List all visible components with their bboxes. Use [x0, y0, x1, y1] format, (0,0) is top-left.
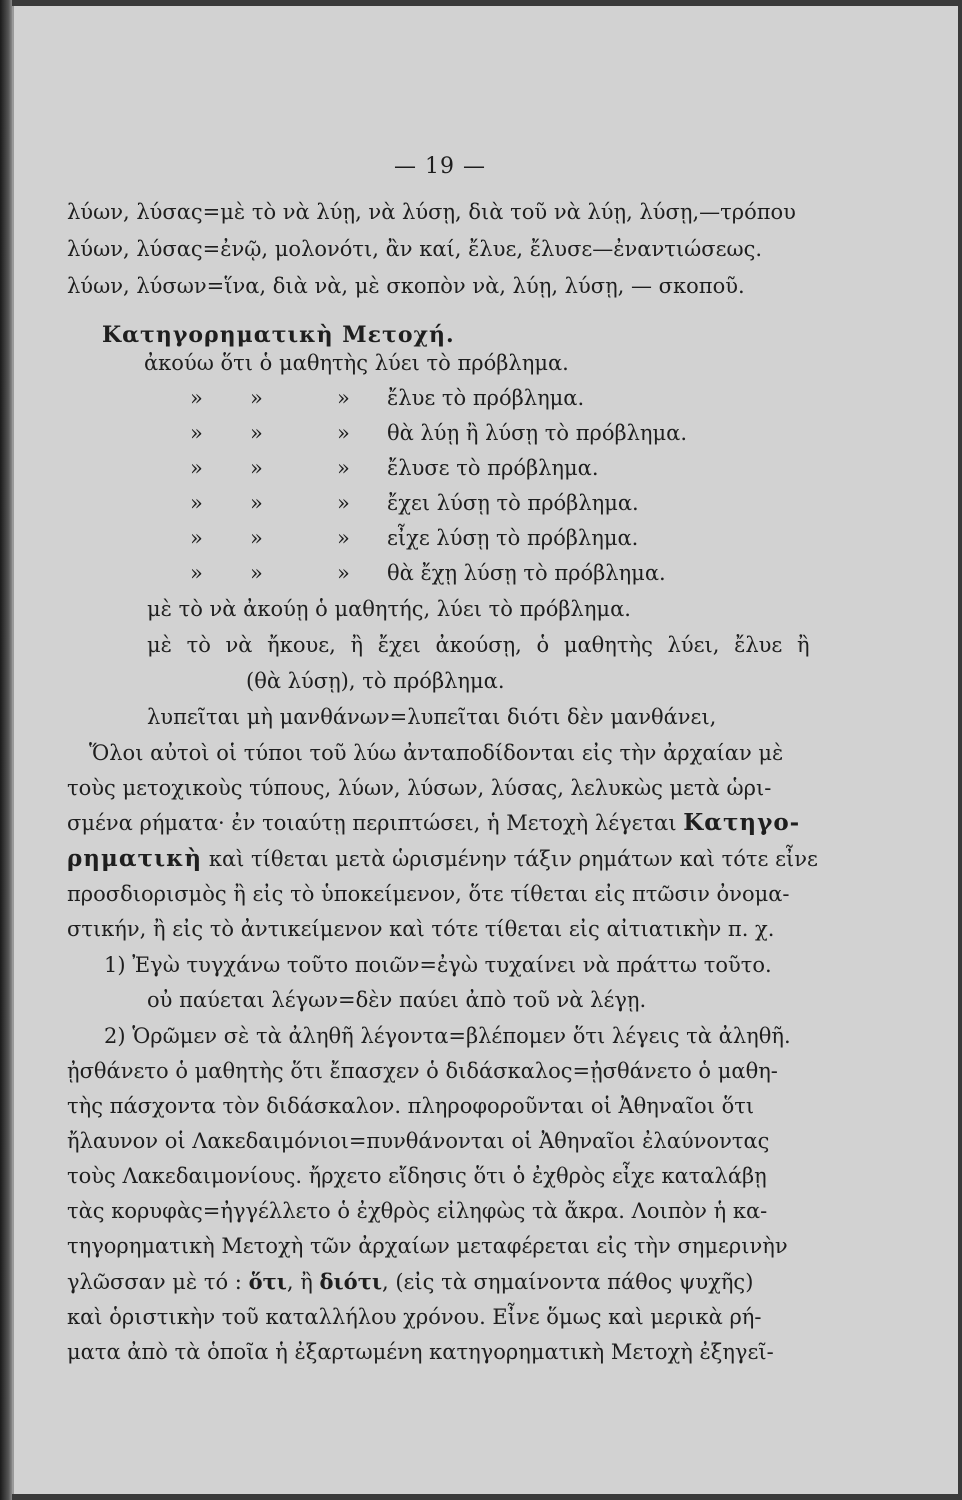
ditto-mark: »	[250, 561, 263, 585]
paragraph-line	[67, 808, 800, 838]
paragraph-text: καὶ τίθεται μετὰ ὡρισμένην τάξιν ρημάτων καὶ τότε εἶνε	[208, 847, 818, 871]
paragraph-text: , ἢ	[286, 1270, 313, 1294]
term-bold: ὅτι	[248, 1269, 287, 1294]
paragraph-line: τηγορηματικὴ Μετοχὴ τῶν ἀρχαίων μεταφέρεται εἰς τὴν σημερινὴν	[67, 1234, 788, 1258]
ditto-mark: »	[190, 561, 203, 585]
paragraph-line: τοὺς μετοχικοὺς τύπους, λύων, λύσων, λύσας, λελυκὼς μετὰ ὡρι-	[67, 776, 772, 800]
text-line: λύων, λύσας=ἐνῷ, μολονότι, ἂν καί, ἔλυε, ἔλυσε—ἐναντιώσεως.	[67, 237, 763, 261]
ditto-mark: »	[190, 526, 203, 550]
book-page	[12, 6, 958, 1494]
paragraph-line: ματα ἀπὸ τὰ ὁποῖα ἡ ἐξαρτωμένη κατηγορηματικὴ Μετοχὴ ἐξηγεῖ-	[67, 1340, 774, 1364]
paragraph-line: ᾐσθάνετο ὁ μαθητὴς ὅτι ἔπασχεν ὁ διδάσκαλος=ᾐσθάνετο ὁ μαθη-	[67, 1059, 778, 1083]
ditto-mark: »	[250, 421, 263, 445]
term-bold: Κατηγο-	[683, 809, 801, 836]
term-bold: διότι	[319, 1269, 382, 1294]
paragraph-text: γλῶσσαν μὲ τό :	[67, 1270, 242, 1294]
ditto-mark: »	[250, 386, 263, 410]
paragraph-line: τὴς πάσχοντα τὸν διδάσκαλον. πληροφοροῦνται οἱ Ἀθηναῖοι ὅτι	[67, 1094, 755, 1118]
paragraph-text: , (εἰς τὰ σημαίνοντα πάθος ψυχῆς)	[381, 1270, 754, 1294]
text-line: λύων, λύσας=μὲ τὸ νὰ λύῃ, νὰ λύσῃ, διὰ τοῦ νὰ λύῃ, λύσῃ,—τρόπου	[67, 200, 796, 224]
explain-line: λυπεῖται μὴ μανθάνων=λυπεῖται διότι δὲν μανθάνει,	[147, 705, 717, 729]
text-line: λύων, λύσων=ἵνα, διὰ νὰ, μὲ σκοπὸν νὰ, λύῃ, λύσῃ, — σκοποῦ.	[67, 274, 745, 298]
example-line: 1) Ἐγὼ τυγχάνω τοῦτο ποιῶν=ἐγὼ τυχαίνει νὰ πράττω τοῦτο.	[104, 953, 772, 977]
paragraph-line: Ὅλοι αὐτοὶ οἱ τύποι τοῦ λύω ἀνταποδίδονται εἰς τὴν ἀρχαίαν μὲ	[89, 741, 784, 765]
ditto-mark: »	[190, 456, 203, 480]
paragraph-line: καὶ ὁριστικὴν τοῦ καταλλήλου χρόνου. Εἶνε ὅμως καὶ μερικὰ ρή-	[67, 1305, 762, 1329]
ditto-mark: »	[250, 526, 263, 550]
paragraph-line: ἤλαυνον οἱ Λακεδαιμόνιοι=πυνθάνονται οἱ Ἀθηναῖοι ἐλαύνοντας	[67, 1129, 770, 1153]
paragraph-line: προσδιορισμὸς ἢ εἰς τὸ ὑποκείμενον, ὅτε τίθεται εἰς πτῶσιν ὀνομα-	[67, 882, 790, 906]
ditto-mark: »	[337, 421, 350, 445]
example-line: ἔλυε τὸ πρόβλημα.	[387, 386, 585, 410]
page-number: — 19 —	[394, 154, 486, 179]
ditto-mark: »	[190, 421, 203, 445]
example-line: θὰ ἔχῃ λύσῃ τὸ πρόβλημα.	[387, 561, 666, 585]
example-line: ἔχει λύσῃ τὸ πρόβλημα.	[387, 491, 639, 515]
example-line: εἶχε λύσῃ τὸ πρόβλημα.	[387, 526, 639, 550]
section-heading: Κατηγορηματικὴ Μετοχή.	[102, 322, 455, 348]
explain-line: (θὰ λύσῃ), τὸ πρόβλημα.	[246, 669, 505, 693]
paragraph-line	[67, 1267, 753, 1297]
example-line: θὰ λύῃ ἢ λύσῃ τὸ πρόβλημα.	[387, 421, 688, 445]
example-line: οὐ παύεται λέγων=δὲν παύει ἀπὸ τοῦ νὰ λέγῃ.	[147, 988, 647, 1012]
ditto-mark: »	[337, 526, 350, 550]
example-line: ἔλυσε τὸ πρόβλημα.	[387, 456, 599, 480]
paragraph-line: στικήν, ἢ εἰς τὸ ἀντικείμενον καὶ τότε τίθεται εἰς αἰτιατικὴν π. χ.	[67, 917, 775, 941]
ditto-mark: »	[337, 456, 350, 480]
ditto-mark: »	[250, 456, 263, 480]
ditto-mark: »	[190, 491, 203, 515]
paragraph-line: 2) Ὁρῶμεν σὲ τὰ ἀληθῆ λέγοντα=βλέπομεν ὅτι λέγεις τὰ ἀληθῆ.	[104, 1024, 791, 1048]
paragraph-line: τὰς κορυφὰς=ἠγγέλλετο ὁ ἐχθρὸς εἰληφὼς τὰ ἄκρα. Λοιπὸν ἡ κα-	[67, 1199, 768, 1223]
ditto-mark: »	[190, 386, 203, 410]
ditto-mark: »	[337, 491, 350, 515]
book-spine-shadow	[0, 0, 12, 1500]
explain-line: μὲ τὸ νὰ ἤκουε, ἢ ἔχει ἀκούσῃ, ὁ μαθητὴς λύει, ἔλυε ἢ	[147, 633, 810, 657]
ditto-mark: »	[250, 491, 263, 515]
paragraph-line: τοὺς Λακεδαιμονίους. ἤρχετο εἴδησις ὅτι ὁ ἐχθρὸς εἶχε καταλάβῃ	[67, 1164, 767, 1188]
term-bold: ρηματικὴ	[67, 845, 203, 872]
example-line: ἀκούω ὅτι ὁ μαθητὴς λύει τὸ πρόβλημα.	[144, 351, 569, 375]
paragraph-text: σμένα ρήματα· ἐν τοιαύτῃ περιπτώσει, ἡ Μετοχὴ λέγεται	[67, 811, 677, 835]
ditto-mark: »	[337, 386, 350, 410]
paragraph-line	[67, 844, 818, 874]
ditto-mark: »	[337, 561, 350, 585]
explain-line: μὲ τὸ νὰ ἀκούῃ ὁ μαθητής, λύει τὸ πρόβλημα.	[147, 597, 631, 621]
